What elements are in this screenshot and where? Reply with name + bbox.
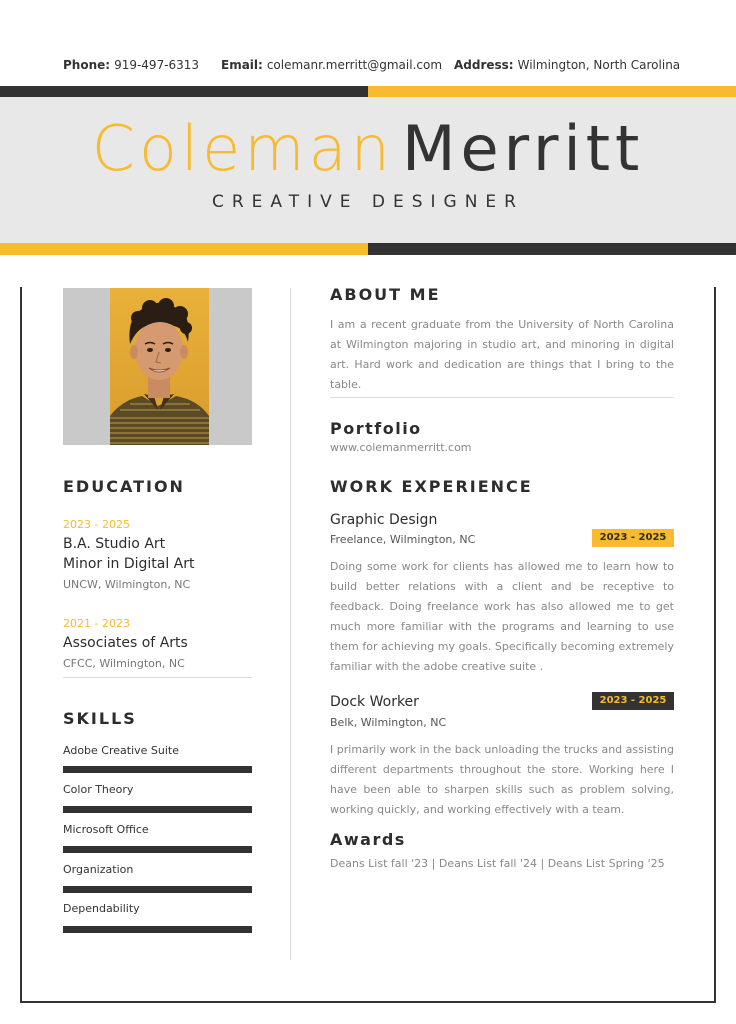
portfolio-title: Portfolio	[330, 419, 422, 438]
skill-bar	[63, 806, 252, 813]
portfolio-link[interactable]: www.colemanmerritt.com	[330, 441, 472, 454]
frame-bottom-border	[20, 1001, 716, 1003]
phone-label: Phone:	[63, 58, 111, 72]
education-title: EDUCATION	[63, 477, 185, 496]
about-divider	[330, 397, 674, 398]
last-name: Merritt	[401, 112, 645, 185]
job-title: Dock Worker	[330, 694, 419, 710]
header-bar-bottom-accent	[0, 243, 368, 255]
phone-value[interactable]: 919-497-6313	[114, 58, 200, 72]
skill-bar	[63, 926, 252, 933]
awards-text: Deans List fall '23 | Deans List fall '24 | Deans List Spring '25	[330, 857, 665, 870]
contact-address	[454, 58, 680, 72]
name-heading	[0, 112, 736, 185]
portrait-photo	[110, 288, 209, 445]
portrait-photo-icon	[110, 288, 209, 445]
job-place: Freelance, Wilmington, NC	[330, 533, 476, 546]
awards-title: Awards	[330, 830, 406, 849]
job-years-badge: 2023 - 2025	[592, 529, 674, 547]
about-text: I am a recent graduate from the University of North Carolina at Wilmington majoring in studio art, and minoring in digital art. Hard work and dedication are things that I bring to the table.	[330, 318, 674, 391]
skill-label: Color Theory	[63, 783, 134, 796]
job-description: I primarily work in the back unloading the trucks and assisting different departments throughout the store. Working here I have been able to sharpen skills such as problem solving, working quickly, and working effectively with a team.	[330, 743, 674, 816]
skill-bar	[63, 886, 252, 893]
header-bar-top-dark	[0, 86, 368, 97]
skill-label: Microsoft Office	[63, 823, 149, 836]
first-name: Coleman	[91, 112, 394, 185]
contact-phone	[63, 58, 199, 72]
education-minor: Minor in Digital Art	[63, 556, 195, 572]
education-divider	[63, 677, 252, 678]
job-place: Belk, Wilmington, NC	[330, 716, 447, 729]
education-years: 2023 - 2025	[63, 518, 130, 531]
frame-left-border	[20, 287, 22, 1003]
education-school: CFCC, Wilmington, NC	[63, 657, 185, 670]
email-label: Email:	[221, 58, 263, 72]
job-years-badge: 2023 - 2025	[592, 692, 674, 710]
header-bar-bottom-dark	[368, 243, 736, 255]
skill-label: Organization	[63, 863, 134, 876]
address-value: Wilmington, North Carolina	[517, 58, 681, 72]
contact-email	[221, 58, 442, 72]
address-label: Address:	[454, 58, 514, 72]
column-divider	[290, 288, 291, 960]
about-title: ABOUT ME	[330, 285, 441, 304]
skill-label: Adobe Creative Suite	[63, 744, 179, 757]
email-value[interactable]: colemanr.merritt@gmail.com	[266, 58, 443, 72]
skill-bar	[63, 846, 252, 853]
job-title-subtitle: CREATIVE DESIGNER	[212, 192, 524, 212]
frame-right-border	[714, 287, 716, 1003]
education-school: UNCW, Wilmington, NC	[63, 578, 191, 591]
skill-bar	[63, 766, 252, 773]
job-title: Graphic Design	[330, 512, 438, 528]
education-degree: Associates of Arts	[63, 635, 188, 651]
skill-label: Dependability	[63, 902, 140, 915]
education-years: 2021 - 2023	[63, 617, 130, 630]
header-bar-top-accent	[368, 86, 736, 97]
skills-title: SKILLS	[63, 709, 137, 728]
job-description: Doing some work for clients has allowed me to learn how to build better relations with a client and be receptive to feedback. Doing freelance work has also allowed me to get much more familiar with the programs and learning to use them for achieving my goals. Specifically becoming extremely familiar with the adobe creative suite .	[330, 560, 674, 673]
work-title: WORK EXPERIENCE	[330, 477, 533, 496]
education-degree: B.A. Studio Art	[63, 536, 166, 552]
